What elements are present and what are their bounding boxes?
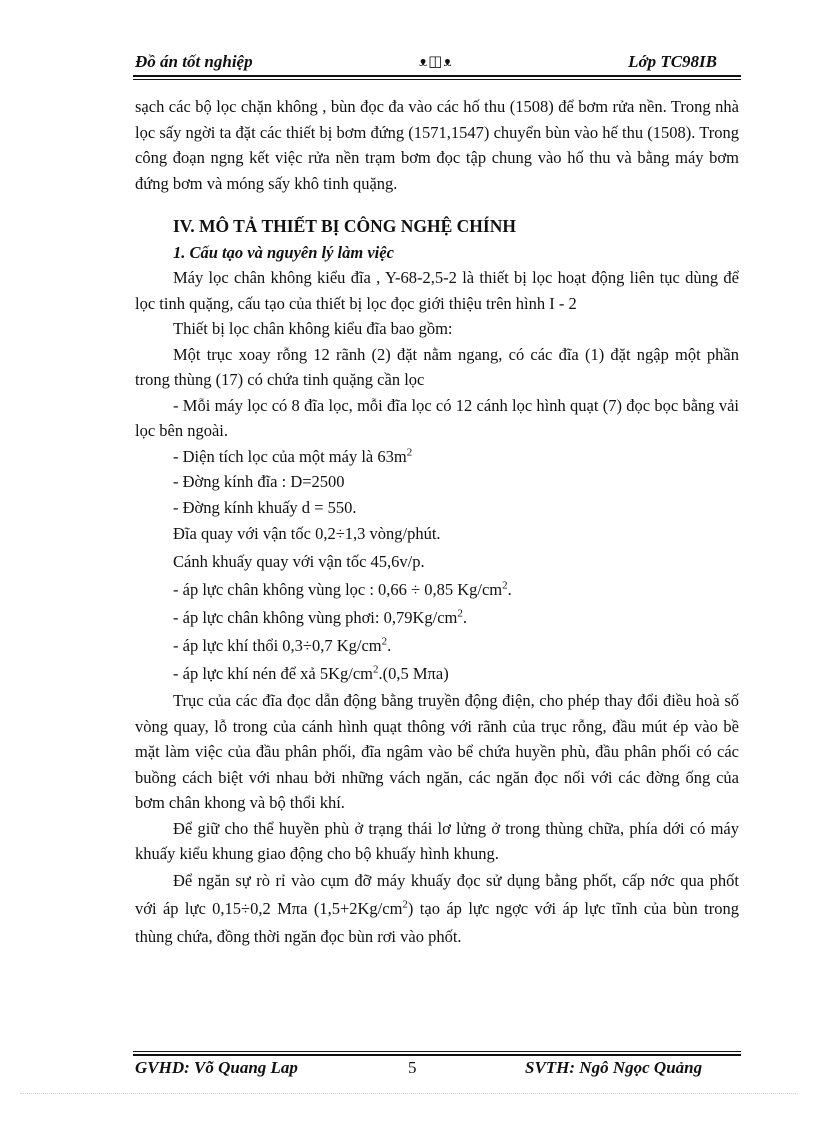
spec-item-disk-speed: Đĩa quay với vận tốc 0,2÷1,3 vòng/phút.	[173, 524, 441, 543]
header-left-text: Đồ án tốt nghiệp	[135, 52, 253, 71]
paragraph-8: Để ngăn sự rò rỉ vào cụm đỡ máy khuấy đọc sử dụng bằng phốt, cấp nớc qua phốt với áp lực 0,15÷0,2 Mπa $(1,5+2Kg/cm^2)$ tạo áp lực ngợc với áp lực tĩnh của bùn trong thùng chứa, đồng thời ngăn đọc bùn rơi vào phốt.	[135, 870, 739, 946]
paragraph-5: - Mỗi máy lọc có 8 đĩa lọc, mỗi đĩa lọc có 12 cánh lọc hình quạt (7) đọc bọc bằng vải lọc bên ngoài.	[135, 395, 739, 440]
page-number: 5	[408, 1058, 417, 1077]
footer-rule-thin	[133, 1051, 741, 1052]
header-right-text: Lớp TC98IB	[628, 52, 717, 71]
paragraph-1: sạch các bộ lọc chặn không , bùn đọc đa vào các hố thu (1508) để bơm rửa nền. Trong nhà lọc sấy ngời ta đặt các thiết bị bơm đứng (1571,1547) chuyển bùn vào hế thu (1508). Trong công đoạn ngng kết việc rửa nền trạm bơm đọc tập chung vào hố thu và bằng máy bơm đứng bơm và móng sấy khô tinh quặng.	[135, 97, 739, 193]
header-rule-thick	[133, 75, 741, 77]
section-title: IV. MÔ TẢ THIẾT BỊ CÔNG NGHỆ CHÍNH	[173, 216, 516, 236]
paragraph-3: Thiết bị lọc chân không kiểu đĩa bao gồm:	[173, 319, 453, 338]
paragraph-2: Máy lọc chân không kiểu đĩa , Y-68-2,5-2 là thiết bị lọc hoạt động liên tục dùng để lọc tinh quặng, cấu tạo của thiết bị lọc đọc giới thiệu trên hình I - 2	[135, 268, 739, 313]
document-body	[135, 94, 739, 951]
footer-rule-thick	[133, 1054, 741, 1056]
spec-item-stirrer-speed: Cánh khuấy quay với vận tốc 45,6v/p.	[173, 552, 425, 571]
paragraph-6: Trục của các đĩa đọc dẫn động bằng truyền động điện, cho phép thay đổi điều hoà số vòng quay, lỗ trong của cánh hình quạt thông với rãnh của trục rỗng, đầu mút ép vào bề mặt làm việc của đầu phân phối, đĩa ngâm vào bể chứa huyền phù, đầu phân phối có các buồng cách biệt với nhau bởi những vách ngăn, các ngăn đọc nối với các đờng ống của bơm chân khong và bộ thổi khí.	[135, 691, 739, 812]
spec-item-blow-pressure: - áp lực khí thổi 0,3÷0,7 $Kg/cm^2$.	[173, 635, 392, 655]
page-footer	[135, 1058, 739, 1080]
footer-supervisor: GVHD: Võ Quang Lap	[135, 1058, 298, 1077]
spec-item-disk-diameter: - Đờng kính đĩa : D=2500	[173, 472, 345, 491]
footer-student: SVTH: Ngô Ngọc Quảng	[525, 1058, 703, 1077]
page-boundary-line	[20, 1093, 796, 1094]
paragraph-4: Một trục xoay rỗng 12 rãnh (2) đặt nằm ngang, có các đĩa (1) đặt ngập một phần trong thùng (17) có chứa tinh quặng cần lọc	[135, 344, 739, 389]
spec-item-vacuum-filter: - áp lực chân không vùng lọc : 0,66 ÷ 0,85 $Kg/cm^2$.	[173, 579, 512, 599]
spec-item-area: - Diện tích lọc của một máy là $63m^2$	[173, 446, 413, 466]
header-ornament: ᴥ◫ᴥ	[419, 54, 453, 70]
header-rule-thin	[133, 79, 741, 80]
spec-item-vacuum-dry: - áp lực chân không vùng phơi: $0,79Kg/cm^2$.	[173, 607, 467, 627]
spec-item-compressed-air: - áp lực khí nén để xả $5Kg/cm^2.(0,5$ Mπa)	[173, 663, 449, 683]
paragraph-7: Để giữ cho thể huyền phù ở trạng thái lơ lửng ở trong thùng chữa, phía dới có máy khuấy kiểu khung giao động cho bộ khuấy hình khung.	[135, 818, 739, 863]
page-header	[133, 52, 739, 74]
spec-item-stirrer-diameter: - Đờng kính khuấy d = 550.	[173, 497, 357, 517]
subsection-title: 1. Cấu tạo và nguyên lý làm việc	[173, 242, 394, 262]
